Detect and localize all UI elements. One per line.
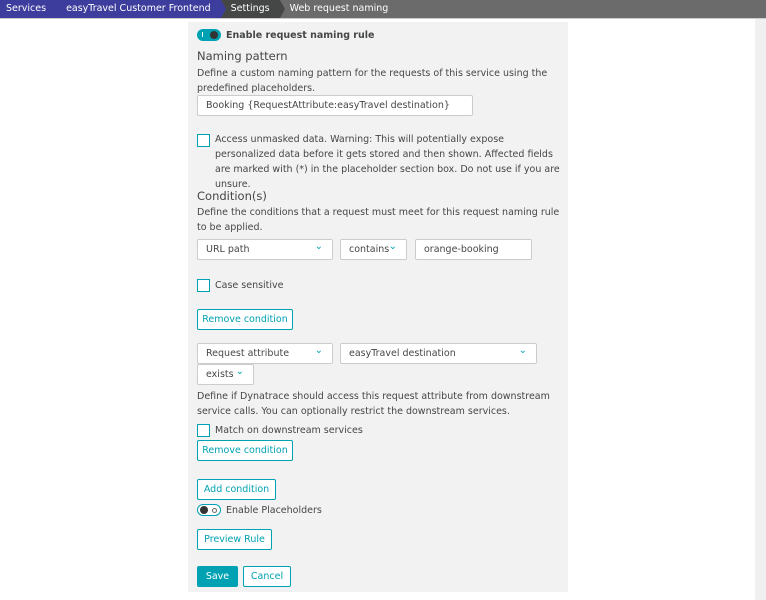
- breadcrumb: [0, 0, 766, 18]
- enable-placeholders-toggle[interactable]: [197, 504, 221, 516]
- match-downstream-label: Match on downstream services: [215, 425, 363, 436]
- downstream-description: Define if Dynatrace should access this request attribute from downstream service calls. You can optionally restrict the downstream services.: [197, 391, 550, 417]
- toggle-knob: [210, 31, 218, 39]
- toggle-off-mark: [212, 508, 217, 513]
- enable-rule-toggle[interactable]: [197, 29, 221, 41]
- save-button[interactable]: Save: [197, 566, 238, 587]
- add-condition-button[interactable]: Add condition: [197, 479, 276, 500]
- conditions-title: Condition(s): [197, 189, 267, 203]
- conditions-description: Define the conditions that a request must meet for this request naming rule to be applied.: [197, 207, 560, 233]
- naming-pattern-description: Define a custom naming pattern for the requests of this service using the predefined placeholders.: [197, 68, 548, 94]
- condition2-operator-select[interactable]: exists ⌄: [197, 364, 254, 385]
- naming-pattern-title: Naming pattern: [197, 49, 288, 63]
- case-sensitive-label: Case sensitive: [215, 280, 284, 291]
- divider: [0, 18, 766, 19]
- breadcrumb-current: Web request naming: [280, 0, 399, 18]
- condition1-operator-select[interactable]: contains ⌄: [340, 239, 407, 260]
- naming-pattern-input[interactable]: Booking {RequestAttribute:easyTravel destination}: [197, 95, 473, 116]
- toggle-knob: [200, 506, 208, 514]
- remove-condition-1-button[interactable]: Remove condition: [197, 309, 293, 330]
- condition1-value-input[interactable]: orange-booking: [415, 239, 532, 260]
- rule-panel: [188, 22, 568, 592]
- scrollbar[interactable]: [755, 19, 766, 600]
- cancel-button[interactable]: Cancel: [243, 566, 291, 587]
- enable-placeholders-label: Enable Placeholders: [226, 505, 322, 516]
- breadcrumb-service[interactable]: easyTravel Customer Frontend: [56, 0, 221, 18]
- unmasked-data-checkbox[interactable]: [197, 134, 210, 147]
- condition2-value-select[interactable]: easyTravel destination ⌄: [340, 343, 537, 364]
- condition2-attribute-select[interactable]: Request attribute ⌄: [197, 343, 333, 364]
- remove-condition-2-button[interactable]: Remove condition: [197, 440, 293, 461]
- breadcrumb-settings[interactable]: Settings: [221, 0, 280, 18]
- case-sensitive-checkbox[interactable]: [197, 279, 210, 292]
- toggle-on-mark: [202, 32, 203, 37]
- unmasked-data-label: Access unmasked data. Warning: This will potentially expose personalized data before it gets stored and then shown. Affected fields are marked with (*) in the placeholder section box. Do not use if you are unsure.: [215, 134, 560, 190]
- condition1-attribute-select[interactable]: URL path ⌄: [197, 239, 333, 260]
- preview-rule-button[interactable]: Preview Rule: [197, 529, 272, 550]
- enable-rule-label: Enable request naming rule: [226, 30, 375, 41]
- breadcrumb-services[interactable]: Services: [0, 0, 56, 18]
- match-downstream-checkbox[interactable]: [197, 424, 210, 437]
